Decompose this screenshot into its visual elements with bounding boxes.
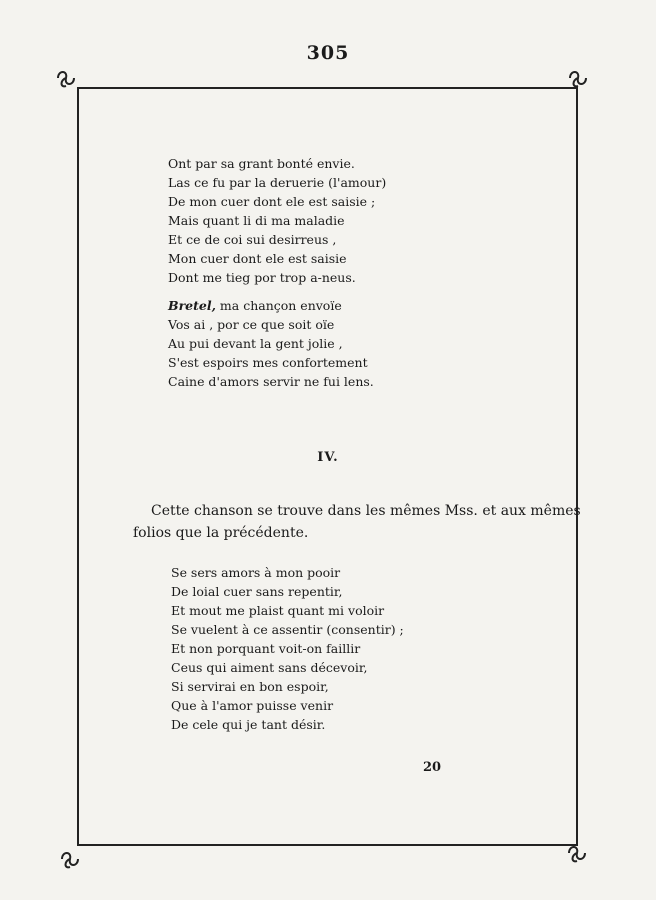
verse-line-rest: ma chançon envoïe	[215, 298, 342, 313]
corner-ornament-icon	[54, 66, 78, 90]
verse-line: Mais quant li di ma maladie	[168, 213, 345, 228]
verse-line: Et mout me plaist quant mi voloir	[171, 603, 385, 618]
intro-line: folios que la précédente.	[133, 525, 309, 541]
intro-paragraph	[133, 500, 581, 544]
stanza-2-envoi	[168, 296, 374, 391]
verse-line: Ceus qui aiment sans décevoir,	[171, 660, 368, 675]
verse-line: Au pui devant la gent jolie ,	[168, 336, 343, 351]
stanza-1	[168, 154, 386, 287]
verse-line: Se vuelent à ce assentir (consentir) ;	[171, 622, 404, 637]
verse-line: Mon cuer dont ele est saisie	[168, 251, 347, 266]
verse-line: Si servirai en bon espoir,	[171, 679, 329, 694]
verse-line: S'est espoirs mes confortement	[168, 355, 368, 370]
verse-line: Dont me tieg por trop a-neus.	[168, 270, 356, 285]
corner-ornament-icon	[566, 66, 590, 90]
section-heading: IV.	[317, 450, 339, 465]
corner-ornament-icon	[58, 847, 82, 871]
corner-ornament-icon	[565, 841, 589, 865]
verse-line: De mon cuer dont ele est saisie ;	[168, 194, 376, 209]
stanza-3	[171, 563, 404, 734]
verse-line: Ont par sa grant bonté envie.	[168, 156, 355, 171]
verse-line: Que à l'amor puisse venir	[171, 698, 334, 713]
verse-line: Las ce fu par la deruerie (l'amour)	[168, 175, 387, 190]
verse-line: Et non porquant voit-on faillir	[171, 641, 361, 656]
verse-line	[168, 296, 374, 315]
verse-line: Vos ai , por ce que soit oïe	[168, 317, 335, 332]
poet-name: Bretel,	[168, 298, 216, 313]
intro-line: Cette chanson se trouve dans les mêmes Mss. et aux mêmes	[151, 503, 581, 519]
verse-line: Caine d'amors servir ne fui lens.	[168, 374, 374, 389]
verse-line: Se sers amors à mon pooir	[171, 565, 341, 580]
verse-line: Et ce de coi sui desirreus ,	[168, 232, 337, 247]
verse-line: De cele qui je tant désir.	[171, 717, 326, 732]
verse-line: De loial cuer sans repentir,	[171, 584, 343, 599]
printer-signature-mark: 20	[423, 760, 442, 775]
page-number: 305	[306, 42, 350, 64]
